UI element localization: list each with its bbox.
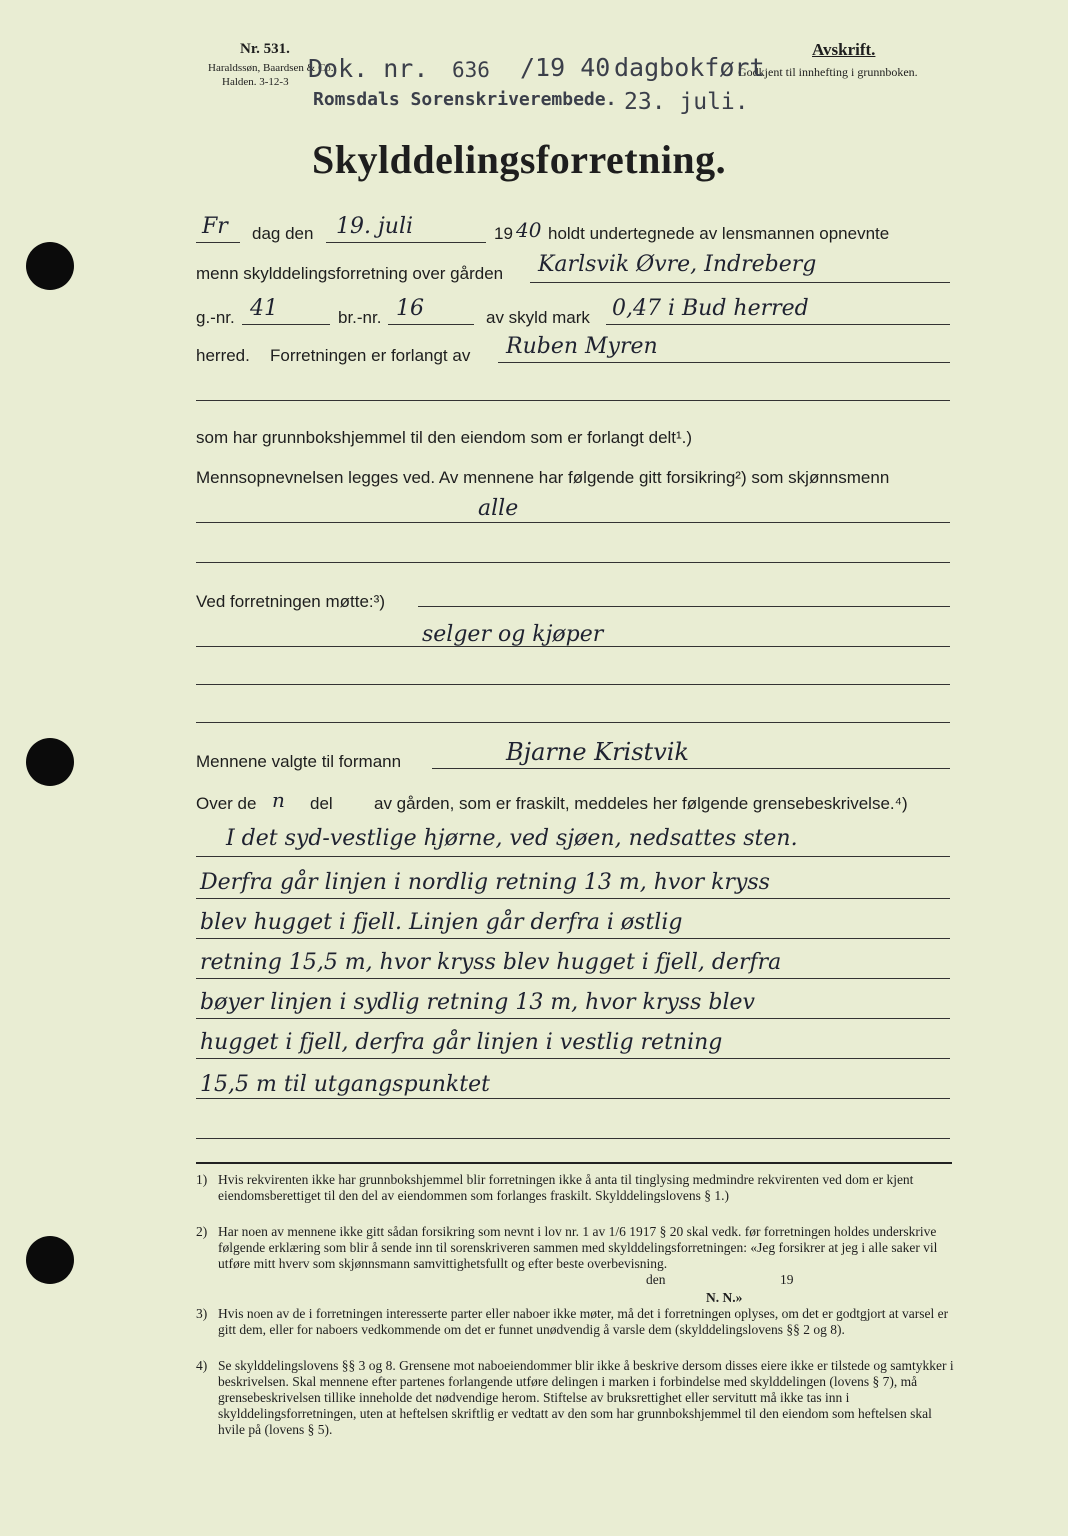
label-mennsopnevnelsen: Mennsopnevnelsen legges ved. Av mennene har følgende gitt forsikring²) som skjønnsmenn (196, 468, 890, 487)
label-grunnbokshjemmel: som har grunnbokshjemmel til den eiendom som er forlangt delt¹.) (196, 428, 693, 447)
label-year-prefix: 19 (494, 224, 513, 243)
fn2-den: den (646, 1272, 666, 1287)
hw-description-line: I det syd-vestlige hjørne, ved sjøen, nedsattes sten. (226, 826, 798, 851)
punch-hole (26, 738, 74, 786)
footnote-text: Hvis noen av de i forretningen interesserte parter eller naboer ikke møter, må det i forretningen oplyses, om det er godtgjort at varsel er gitt dem, eller for naboers vedkommende om det er funnet unødvendig å varsle dem (skylddelingslovens §§ 2 og 8). (218, 1306, 949, 1337)
hw-skyld: 0,47 i Bud herred (612, 296, 809, 321)
hw-description-line: blev hugget i fjell. Linjen går derfra i østlig (200, 910, 683, 935)
footnote-text: Har noen av mennene ikke gitt sådan forsikring som nevnt i lov nr. 1 av 1/6 1917 § 20 skal vedk. før forretningen holdes underskrive følgende erklæring som blir å sende inn til sorenskriveren sammen med skylddelingsforretningen: «Jeg forsikrer at jeg i alle saker vil utføre mitt hverv som skjønnsmann samvittighetsfullt og efter beste overbevisning. (218, 1224, 938, 1271)
label-del: del (310, 794, 333, 813)
hw-attended: selger og kjøper (422, 622, 604, 647)
punch-hole (26, 1236, 74, 1284)
footnote-text: Se skylddelingslovens §§ 3 og 8. Grensene mot naboeiendommer blir ikke å beskrive dersom disses eiere ikke er tilstede og samtykker i beskrivelsen. Skal mennene efter partenes forlangende utføre delingen i marken i forbindelse med skylddelingen (lovens § 7), må grensebeskrivelsen tillike inneholde det nødvendige herom. Stiftelse av bruksrettighet eller servitutt må ikke tas inn i skylddelingsforretningen, uten at heftelsen skriftlig er vedtatt av den som har grunnbokshjemmel til den eiendom som heftelsen skal hvile på (lovens § 5). (218, 1358, 954, 1437)
printer-line-1: Haraldssøn, Baardsen & Co. (208, 62, 334, 74)
footnote-divider (196, 1162, 952, 1164)
footnote-4 (196, 1358, 956, 1442)
avskrift-label: Avskrift. (812, 40, 876, 59)
label-motte: Ved forretningen møtte:³) (196, 592, 385, 611)
hw-farm-name: Karlsvik Øvre, Indreberg (538, 252, 817, 277)
dok-nr-label: Dok. nr. (308, 54, 429, 83)
dok-nr: 636 (452, 58, 490, 82)
punch-hole (26, 242, 74, 290)
stamp-date: 23. juli. (624, 89, 749, 115)
label-gnr: g.-nr. (196, 308, 235, 327)
label-formann: Mennene valgte til formann (196, 752, 402, 771)
hw-description-line: Derfra går linjen i nordlig retning 13 m, hvor kryss (200, 870, 770, 895)
label-forlangt-av: Forretningen er forlangt av (270, 346, 471, 365)
footnote-number: 2) (196, 1224, 208, 1239)
office-name: Romsdals Sorenskriverembede. (313, 89, 617, 110)
hw-chairman: Bjarne Kristvik (506, 738, 689, 766)
footnote-3 (196, 1306, 956, 1356)
dagbokfort-label: dagbokført (614, 53, 765, 82)
label-brnr: br.-nr. (338, 308, 382, 327)
hw-description-line: bøyer linjen i sydlig retning 13 m, hvor kryss blev (200, 990, 755, 1015)
hw-description-line: retning 15,5 m, hvor kryss blev hugget i fjell, derfra (200, 950, 782, 975)
form-number: Nr. 531. (240, 41, 290, 57)
footnote-number: 3) (196, 1306, 208, 1321)
hw-requested-by: Ruben Myren (506, 334, 658, 359)
hw-description-line: 15,5 m til utgangspunktet (200, 1072, 490, 1097)
hw-day-month: 19. juli (336, 214, 414, 239)
label-over-de: Over de (196, 794, 257, 813)
label-skyld: av skyld mark (486, 308, 590, 327)
hw-weekday: Fr (202, 214, 228, 239)
page-title: Skylddelingsforretning. (312, 137, 727, 182)
label-dag-den: dag den (252, 224, 314, 243)
hw-assurance: alle (478, 496, 519, 521)
label-grensebeskrivelse: av gården, som er fraskilt, meddeles her følgende grensebeskrivelse.⁴) (374, 794, 908, 813)
label-holdt: holdt undertegnede av lensmannen opnevnte (548, 224, 890, 243)
dok-year: /19 40 (520, 53, 611, 82)
hw-description-line: hugget i fjell, derfra går linjen i vestlig retning (200, 1030, 723, 1055)
fn2-nn: N. N.» (706, 1290, 743, 1305)
footnote-1 (196, 1172, 956, 1222)
label-skylddeling-over: menn skylddelingsforretning over gården (196, 264, 504, 283)
hw-gnr: 41 (250, 296, 278, 321)
footnote-number: 4) (196, 1358, 208, 1373)
godkjent-label: Godkjent til innhefting i grunnboken. (738, 65, 918, 79)
footnote-text: Hvis rekvirenten ikke har grunnbokshjemmel blir forretningen ikke å anta til tinglysing medmindre rekvirenten ved dom er kjent eiendomsberettiget til den del av eiendommen som forlanges fraskilt. Skylddelingslovens § 1.) (218, 1172, 914, 1203)
hw-year: 40 (516, 218, 542, 242)
footnote-number: 1) (196, 1172, 208, 1187)
hw-brnr: 16 (396, 296, 424, 321)
hw-de-suffix: n (272, 788, 285, 812)
printer-line-2: Halden. 3-12-3 (222, 76, 289, 88)
footnote-2 (196, 1224, 956, 1290)
fn2-year: 19 (780, 1272, 794, 1287)
label-herred: herred. (196, 346, 250, 365)
